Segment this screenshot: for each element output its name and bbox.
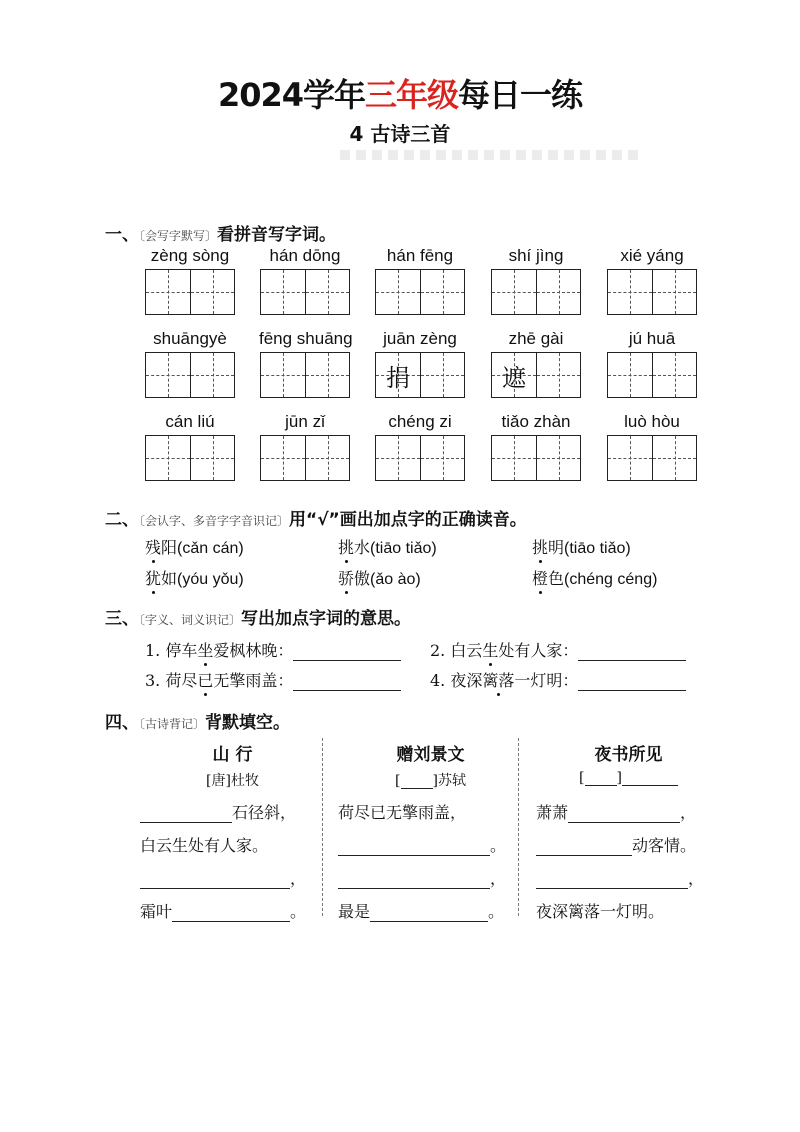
fill-blank[interactable] bbox=[536, 870, 688, 889]
word-box bbox=[144, 245, 236, 315]
tian-zi-grid bbox=[607, 435, 697, 481]
char-cell[interactable] bbox=[146, 436, 190, 480]
poem-text: ， bbox=[688, 869, 705, 888]
word-box bbox=[259, 328, 351, 398]
poem-line bbox=[338, 796, 523, 829]
section-2-instruction: 用“√”画出加点字的正确读音。 bbox=[289, 510, 527, 530]
pinyin-label: hán dōng bbox=[269, 246, 341, 265]
char-cell[interactable] bbox=[305, 270, 349, 314]
pinyin-options[interactable]: (tiāo tiǎo) bbox=[564, 540, 631, 557]
fill-blank[interactable] bbox=[370, 903, 488, 922]
word-rest: 傲 bbox=[354, 569, 371, 588]
poem-line bbox=[536, 862, 721, 895]
poem-text: 动客情。 bbox=[632, 836, 697, 855]
poem-text: 。 bbox=[490, 836, 507, 855]
poem-zengliujingwen bbox=[338, 740, 523, 928]
poem-text: 萧萧 bbox=[536, 803, 569, 822]
dotted-char: 挑 bbox=[338, 538, 355, 557]
pinyin-options[interactable]: (chéng céng) bbox=[564, 571, 658, 588]
pinyin-label: luò hòu bbox=[624, 412, 680, 431]
answer-blank[interactable] bbox=[293, 674, 401, 691]
meaning-item bbox=[145, 638, 401, 661]
bracket-open: [ bbox=[395, 773, 401, 789]
poem-line bbox=[536, 895, 721, 928]
section-1-tag: 〔会写字默写〕 bbox=[139, 229, 218, 243]
meaning-item bbox=[145, 668, 401, 691]
section-1-instruction: 看拼音写字词。 bbox=[217, 225, 337, 245]
tian-zi-grid bbox=[260, 352, 350, 398]
answer-blank[interactable] bbox=[578, 644, 686, 661]
word-box bbox=[606, 411, 698, 481]
poem-line bbox=[140, 796, 325, 829]
dotted-char: 橙 bbox=[532, 569, 549, 588]
phrase-pre: 荷尽 bbox=[165, 671, 198, 690]
phrase-post: 无擎雨盖： bbox=[213, 671, 294, 690]
answer-blank[interactable] bbox=[578, 674, 686, 691]
poem-text: 石径斜， bbox=[232, 803, 297, 822]
char-cell[interactable] bbox=[492, 436, 536, 480]
char-cell[interactable] bbox=[190, 270, 234, 314]
poem-text: ， bbox=[290, 869, 307, 888]
pinyin-label: shí jìng bbox=[508, 246, 564, 265]
meaning-item bbox=[430, 668, 686, 691]
dotted-word: 已 bbox=[197, 671, 214, 690]
dynasty-blank[interactable] bbox=[401, 774, 433, 789]
page-title bbox=[0, 70, 800, 116]
poem-title: 夜书所见 bbox=[594, 745, 663, 765]
pinyin-label: xié yáng bbox=[620, 246, 684, 265]
word-rest: 明 bbox=[548, 538, 565, 557]
fill-blank[interactable] bbox=[568, 804, 680, 823]
char-cell[interactable] bbox=[305, 353, 349, 397]
poem-line bbox=[338, 862, 523, 895]
char-cell[interactable] bbox=[652, 353, 696, 397]
faint-header-line bbox=[340, 150, 640, 160]
pinyin-label: zèng sòng bbox=[150, 246, 230, 265]
char-cell[interactable] bbox=[492, 270, 536, 314]
char-cell[interactable] bbox=[261, 436, 305, 480]
title-suffix: 每日一练 bbox=[458, 76, 583, 114]
bracket-close: ] bbox=[616, 770, 622, 786]
phrase-post: 处有人家： bbox=[498, 641, 579, 660]
section-3-heading bbox=[105, 604, 411, 629]
title-grade: 三年级 bbox=[365, 76, 459, 114]
pinyin-label: jūn zǐ bbox=[285, 412, 325, 431]
word-box bbox=[490, 328, 582, 398]
section-2-number: 二、 bbox=[105, 510, 139, 530]
section-4-number: 四、 bbox=[105, 713, 139, 733]
pronunciation-item bbox=[338, 566, 421, 589]
title-prefix: 2024学年 bbox=[217, 76, 366, 114]
fill-blank[interactable] bbox=[338, 870, 490, 889]
section-2-heading bbox=[105, 505, 527, 530]
char-cell[interactable] bbox=[261, 270, 305, 314]
given-char: 遮 bbox=[502, 363, 526, 392]
fill-blank[interactable] bbox=[536, 837, 632, 856]
dotted-char: 挑 bbox=[532, 538, 549, 557]
section-2-tag: 〔会认字、多音字字音识记〕 bbox=[139, 514, 290, 528]
pronunciation-item bbox=[145, 535, 244, 558]
pinyin-label: fēng shuāng bbox=[259, 329, 353, 348]
char-cell[interactable] bbox=[261, 353, 305, 397]
char-cell[interactable] bbox=[190, 436, 234, 480]
word-rest: 水 bbox=[354, 538, 371, 557]
pinyin-label: juān zèng bbox=[383, 329, 457, 348]
poem-line bbox=[536, 796, 721, 829]
poem-title: 山 行 bbox=[212, 745, 253, 765]
char-cell[interactable] bbox=[536, 436, 580, 480]
char-cell[interactable] bbox=[305, 436, 349, 480]
word-box bbox=[144, 328, 236, 398]
word-rest: 色 bbox=[548, 569, 565, 588]
poem-line bbox=[536, 829, 721, 862]
word-box bbox=[606, 328, 698, 398]
char-cell[interactable] bbox=[376, 270, 420, 314]
pinyin-options[interactable]: (cǎn cán) bbox=[177, 540, 244, 557]
section-1-heading bbox=[105, 220, 336, 245]
poem-text: 最是 bbox=[338, 902, 371, 921]
pinyin-options[interactable]: (ǎo ào) bbox=[370, 571, 421, 588]
pinyin-label: hán fēng bbox=[386, 246, 454, 265]
poem-line bbox=[338, 829, 523, 862]
phrase-pre: 停车 bbox=[165, 641, 198, 660]
answer-blank[interactable] bbox=[293, 644, 401, 661]
dotted-word: 篱落 bbox=[482, 671, 515, 690]
fill-blank[interactable] bbox=[140, 804, 232, 823]
poem-text: 。 bbox=[290, 902, 307, 921]
meaning-item bbox=[430, 638, 686, 661]
given-char: 捐 bbox=[386, 363, 410, 392]
tian-zi-grid bbox=[145, 269, 235, 315]
char-cell[interactable] bbox=[608, 270, 652, 314]
tian-zi-grid bbox=[491, 435, 581, 481]
poem-author bbox=[536, 770, 721, 796]
dotted-word: 坐 bbox=[197, 641, 214, 660]
char-cell[interactable] bbox=[376, 353, 420, 397]
poem-line bbox=[140, 829, 325, 862]
dotted-char: 犹 bbox=[145, 569, 162, 588]
tian-zi-grid bbox=[260, 435, 350, 481]
char-cell[interactable] bbox=[420, 436, 464, 480]
section-3-tag: 〔字义、词义识记〕 bbox=[139, 613, 242, 627]
pinyin-options[interactable]: (tiāo tiǎo) bbox=[370, 540, 437, 557]
char-cell[interactable] bbox=[608, 436, 652, 480]
char-cell[interactable] bbox=[652, 436, 696, 480]
item-number: 3. bbox=[145, 671, 161, 690]
tian-zi-grid bbox=[145, 352, 235, 398]
poem-author: [唐]杜牧 bbox=[206, 773, 259, 789]
tian-zi-grid bbox=[607, 269, 697, 315]
dynasty-blank[interactable] bbox=[585, 771, 617, 786]
poem-text: ， bbox=[680, 803, 697, 822]
poem-yeshusuojian bbox=[536, 740, 721, 928]
word-box bbox=[606, 245, 698, 315]
poem-line bbox=[140, 862, 325, 895]
item-number: 2. bbox=[430, 641, 446, 660]
poem-text: 白云生处有人家。 bbox=[140, 836, 269, 855]
pronunciation-item bbox=[532, 535, 631, 558]
char-cell[interactable] bbox=[420, 270, 464, 314]
dotted-word: 生 bbox=[482, 641, 499, 660]
item-number: 4. bbox=[430, 671, 446, 690]
section-3-instruction: 写出加点字词的意思。 bbox=[241, 609, 412, 629]
word-rest: 阳 bbox=[161, 538, 178, 557]
fill-blank[interactable] bbox=[172, 903, 290, 922]
phrase-post: 爱枫林晚： bbox=[213, 641, 294, 660]
tian-zi-grid bbox=[375, 269, 465, 315]
word-box bbox=[374, 328, 466, 398]
poem-shanxing bbox=[140, 740, 325, 928]
word-box bbox=[374, 245, 466, 315]
phrase-pre: 夜深 bbox=[450, 671, 483, 690]
poem-text: 。 bbox=[488, 902, 505, 921]
pinyin-options[interactable]: (yóu yǒu) bbox=[177, 571, 244, 588]
section-3-number: 三、 bbox=[105, 609, 139, 629]
poem-text: 荷尽已无擎雨盖， bbox=[338, 803, 467, 822]
pinyin-label: shuāngyè bbox=[153, 329, 227, 348]
word-box bbox=[144, 411, 236, 481]
author-blank[interactable] bbox=[622, 771, 678, 786]
char-cell[interactable] bbox=[376, 436, 420, 480]
pinyin-label: chéng zi bbox=[388, 412, 452, 431]
item-number: 1. bbox=[145, 641, 161, 660]
author-name: ]苏轼 bbox=[432, 773, 466, 789]
char-cell[interactable] bbox=[420, 353, 464, 397]
char-cell[interactable] bbox=[492, 353, 536, 397]
section-4-heading bbox=[105, 708, 290, 733]
pronunciation-item bbox=[145, 566, 244, 589]
char-cell[interactable] bbox=[536, 353, 580, 397]
bracket-open: [ bbox=[579, 770, 585, 786]
section-4-tag: 〔古诗背记〕 bbox=[139, 717, 206, 731]
fill-blank[interactable] bbox=[140, 870, 290, 889]
char-cell[interactable] bbox=[146, 270, 190, 314]
pinyin-label: jú huā bbox=[628, 329, 676, 348]
phrase-pre: 白云 bbox=[450, 641, 483, 660]
lesson-subtitle: 4 古诗三首 bbox=[349, 122, 451, 146]
pronunciation-item bbox=[532, 566, 657, 589]
poem-text: ， bbox=[490, 869, 507, 888]
poem-line bbox=[338, 895, 523, 928]
tian-zi-grid bbox=[375, 435, 465, 481]
char-cell[interactable] bbox=[608, 353, 652, 397]
word-box bbox=[374, 411, 466, 481]
section-4-instruction: 背默填空。 bbox=[205, 713, 291, 733]
poem-text: 夜深篱落一灯明。 bbox=[536, 902, 665, 921]
pinyin-label: tiǎo zhàn bbox=[501, 412, 571, 431]
dotted-char: 骄 bbox=[338, 569, 355, 588]
phrase-post: 一灯明： bbox=[514, 671, 579, 690]
poem-line bbox=[140, 895, 325, 928]
tian-zi-grid bbox=[491, 352, 581, 398]
char-cell[interactable] bbox=[652, 270, 696, 314]
pinyin-label: zhē gài bbox=[508, 329, 564, 348]
word-box bbox=[259, 245, 351, 315]
pinyin-label: cán liú bbox=[165, 412, 215, 431]
tian-zi-grid bbox=[145, 435, 235, 481]
poem-author bbox=[338, 770, 523, 796]
word-box bbox=[490, 245, 582, 315]
fill-blank[interactable] bbox=[338, 837, 490, 856]
word-box bbox=[259, 411, 351, 481]
word-box bbox=[490, 411, 582, 481]
poem-text: 霜叶 bbox=[140, 902, 173, 921]
char-cell[interactable] bbox=[190, 353, 234, 397]
dotted-char: 残 bbox=[145, 538, 162, 557]
tian-zi-grid bbox=[375, 352, 465, 398]
tian-zi-grid bbox=[607, 352, 697, 398]
word-rest: 如 bbox=[161, 569, 178, 588]
pronunciation-item bbox=[338, 535, 437, 558]
tian-zi-grid bbox=[260, 269, 350, 315]
poem-title: 赠刘景文 bbox=[396, 745, 465, 765]
tian-zi-grid bbox=[491, 269, 581, 315]
section-1-number: 一、 bbox=[105, 225, 139, 245]
char-cell[interactable] bbox=[146, 353, 190, 397]
char-cell[interactable] bbox=[536, 270, 580, 314]
